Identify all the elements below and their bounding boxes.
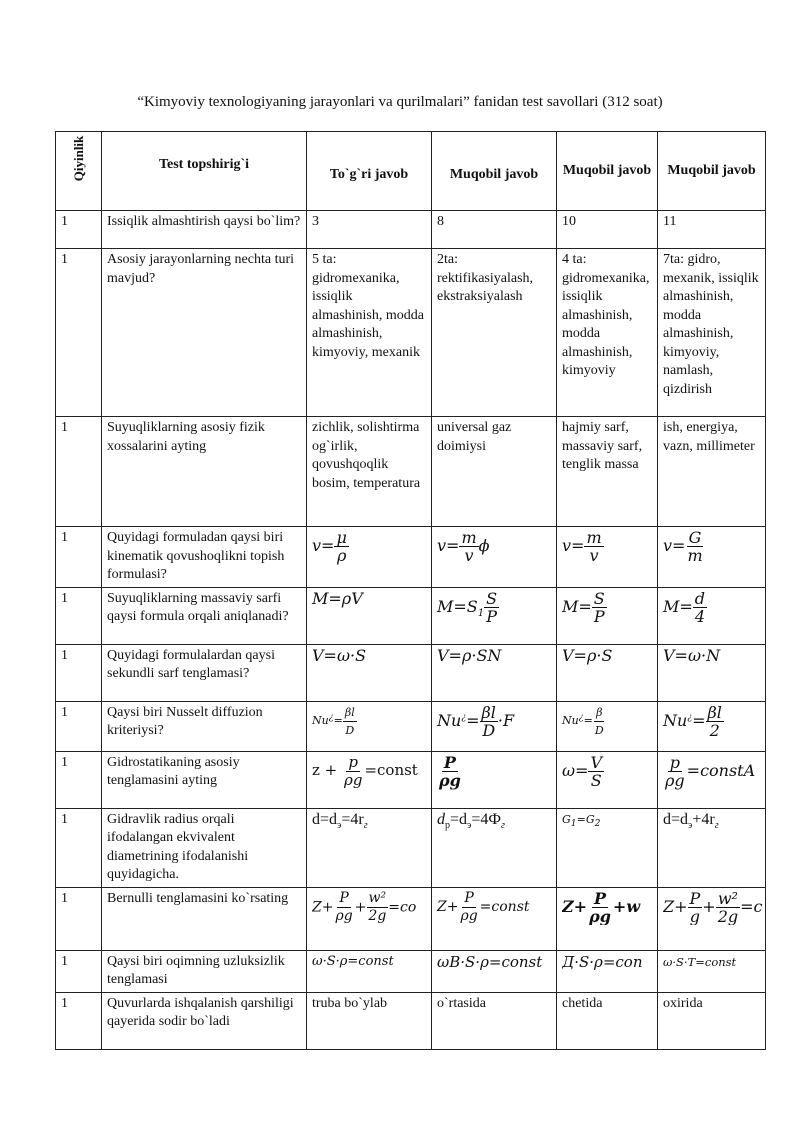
answer-alt2: M= $\frac{S}{P}$ [557, 587, 658, 644]
answer-correct: zichlik, solishtirma og`irlik, qovushqoqlik bosim, temperatura [307, 417, 432, 527]
table-row [56, 887, 766, 950]
answer-alt2: $G_1=G_2$ [557, 808, 658, 887]
level-cell: 1 [56, 527, 102, 588]
level-cell: 1 [56, 249, 102, 417]
question-cell: Qaysi biri oqimning uzluksizlik tenglamasi [102, 950, 307, 992]
answer-alt1: universal gaz doimiysi [432, 417, 557, 527]
question-cell: Issiqlik almashtirish qaysi bo`lim? [102, 211, 307, 249]
answer-alt2: ω= $\frac{V}{S}$ [557, 751, 658, 808]
level-cell: 1 [56, 992, 102, 1049]
answer-alt3: M= $\frac{d}{4}$ [658, 587, 766, 644]
answer-correct: 5 ta: gidromexanika, issiqlik almashinish, modda almashinish, kimyoviy, mexanik [307, 249, 432, 417]
answer-alt1: $\frac{P}{\rho g}$ [432, 751, 557, 808]
header-difficulty: Qiyinlik [56, 132, 102, 211]
table-row [56, 587, 766, 644]
answer-alt1: Nu¿= $\frac{\beta l}{D}$ ·F [432, 701, 557, 751]
answer-alt3: v= $\frac{G}{m}$ [658, 527, 766, 588]
level-cell: 1 [56, 644, 102, 701]
header-correct: To`g`ri javob [307, 132, 432, 211]
question-cell: Qaysi biri Nusselt diffuzion kriteriysi? [102, 701, 307, 751]
answer-alt3: ω·S·T=const [658, 950, 766, 992]
answer-alt2: hajmiy sarf, massaviy sarf, tenglik massa [557, 417, 658, 527]
table-row [56, 249, 766, 417]
answer-alt1: Z+ $\frac{P}{\rho g}$ =const [432, 887, 557, 950]
level-cell: 1 [56, 587, 102, 644]
answer-alt3: $\frac{p}{\rho g}$ =constA [658, 751, 766, 808]
answer-alt1: $M=S_1$ $\frac{S}{P}$ [432, 587, 557, 644]
answer-correct: M=ρV [307, 587, 432, 644]
answer-alt2: 4 ta: gidromexanika, issiqlik almashinish, modda almashinish, kimyoviy [557, 249, 658, 417]
level-cell: 1 [56, 211, 102, 249]
answer-correct: v= $\frac{\mu}{\rho}$ [307, 527, 432, 588]
table-row [56, 992, 766, 1049]
answer-alt2: Nu¿= $\frac{\beta}{D}$ [557, 701, 658, 751]
table-row [56, 701, 766, 751]
answer-alt3: oxirida [658, 992, 766, 1049]
question-cell: Gidrostatikaning asosiy tenglamasini ayting [102, 751, 307, 808]
table-row [56, 527, 766, 588]
answer-correct: z + $\frac{p}{\rho g}$ =const [307, 751, 432, 808]
answer-alt2: Д·S·ρ=con [557, 950, 658, 992]
answer-alt3: Z+ $\frac{P}{g}$ + $\frac{\text{w²}}{2g}$ =c [658, 887, 766, 950]
answer-alt2: chetida [557, 992, 658, 1049]
level-cell: 1 [56, 701, 102, 751]
answer-alt1: ωB·S·ρ=const [432, 950, 557, 992]
document-title: “Kimyoviy texnologiyaning jarayonlari va qurilmalari” fanidan test savollari (312 soat) [137, 94, 663, 110]
answer-alt1: o`rtasida [432, 992, 557, 1049]
question-cell: Quyidagi formulalardan qaysi sekundli sarf tenglamasi? [102, 644, 307, 701]
table-row [56, 950, 766, 992]
answer-correct: $d=d_э=4r_г$ [307, 808, 432, 887]
question-cell: Bernulli tenglamasini ko`rsating [102, 887, 307, 950]
answer-alt3: 7ta: gidro, mexanik, issiqlik almashinish, modda almashinish, kimyoviy, namlash, qizdirish [658, 249, 766, 417]
question-cell: Quyidagi formuladan qaysi biri kinematik qovushoqliknі topish formulasi? [102, 527, 307, 588]
level-cell: 1 [56, 751, 102, 808]
answer-correct: 3 [307, 211, 432, 249]
header-alt1: Muqobil javob [432, 132, 557, 211]
test-questions-table [55, 131, 766, 1050]
answer-alt1: v= $\frac{m}{v}$ ϕ [432, 527, 557, 588]
table-row [56, 417, 766, 527]
answer-alt2: V=ρ·S [557, 644, 658, 701]
answer-alt2: Z+ $\frac{P}{\rho g}$ +w [557, 887, 658, 950]
level-cell: 1 [56, 417, 102, 527]
table-row [56, 751, 766, 808]
answer-alt3: Nu¿= $\frac{\beta l}{2}$ [658, 701, 766, 751]
answer-correct: Nu¿= $\frac{\beta l}{D}$ [307, 701, 432, 751]
header-task: Test topshirig`i [102, 132, 307, 211]
answer-correct: ω·S·ρ=const [307, 950, 432, 992]
question-cell: Suyuqliklarning massaviy sarfi qaysi formula orqali aniqlanadi? [102, 587, 307, 644]
answer-alt1: 2ta: rektifikasiyalash, ekstraksiyalash [432, 249, 557, 417]
header-alt2: Muqobil javob [557, 132, 658, 211]
answer-alt3: $d=d_э+4r_г$ [658, 808, 766, 887]
answer-alt1: V=ρ·SN [432, 644, 557, 701]
answer-correct: truba bo`ylab [307, 992, 432, 1049]
answer-alt2: v= $\frac{m}{v}$ [557, 527, 658, 588]
answer-alt1: 8 [432, 211, 557, 249]
table-row [56, 211, 766, 249]
answer-alt1: $d_р=d_э=4Ф_г$ [432, 808, 557, 887]
level-cell: 1 [56, 887, 102, 950]
table-row [56, 808, 766, 887]
answer-correct: Z+ $\frac{P}{\rho g}$ + $\frac{\text{w²}}{2g}$ =co [307, 887, 432, 950]
answer-correct: V=ω·S [307, 644, 432, 701]
table-row [56, 644, 766, 701]
question-cell: Gidravlik radius orqali ifodalangan ekvivalent diametrining ifodalanishi quyidagicha. [102, 808, 307, 887]
level-cell: 1 [56, 808, 102, 887]
header-alt3: Muqobil javob [658, 132, 766, 211]
answer-alt3: ish, energiya, vazn, millimeter [658, 417, 766, 527]
question-cell: Quvurlarda ishqalanish qarshiligi qayerida sodir bo`ladi [102, 992, 307, 1049]
answer-alt3: V=ω·N [658, 644, 766, 701]
question-cell: Suyuqliklarning asosiy fizik xossalarini ayting [102, 417, 307, 527]
question-cell: Asosiy jarayonlarning nechta turi mavjud? [102, 249, 307, 417]
header-row [56, 132, 766, 211]
answer-alt2: 10 [557, 211, 658, 249]
answer-alt3: 11 [658, 211, 766, 249]
level-cell: 1 [56, 950, 102, 992]
